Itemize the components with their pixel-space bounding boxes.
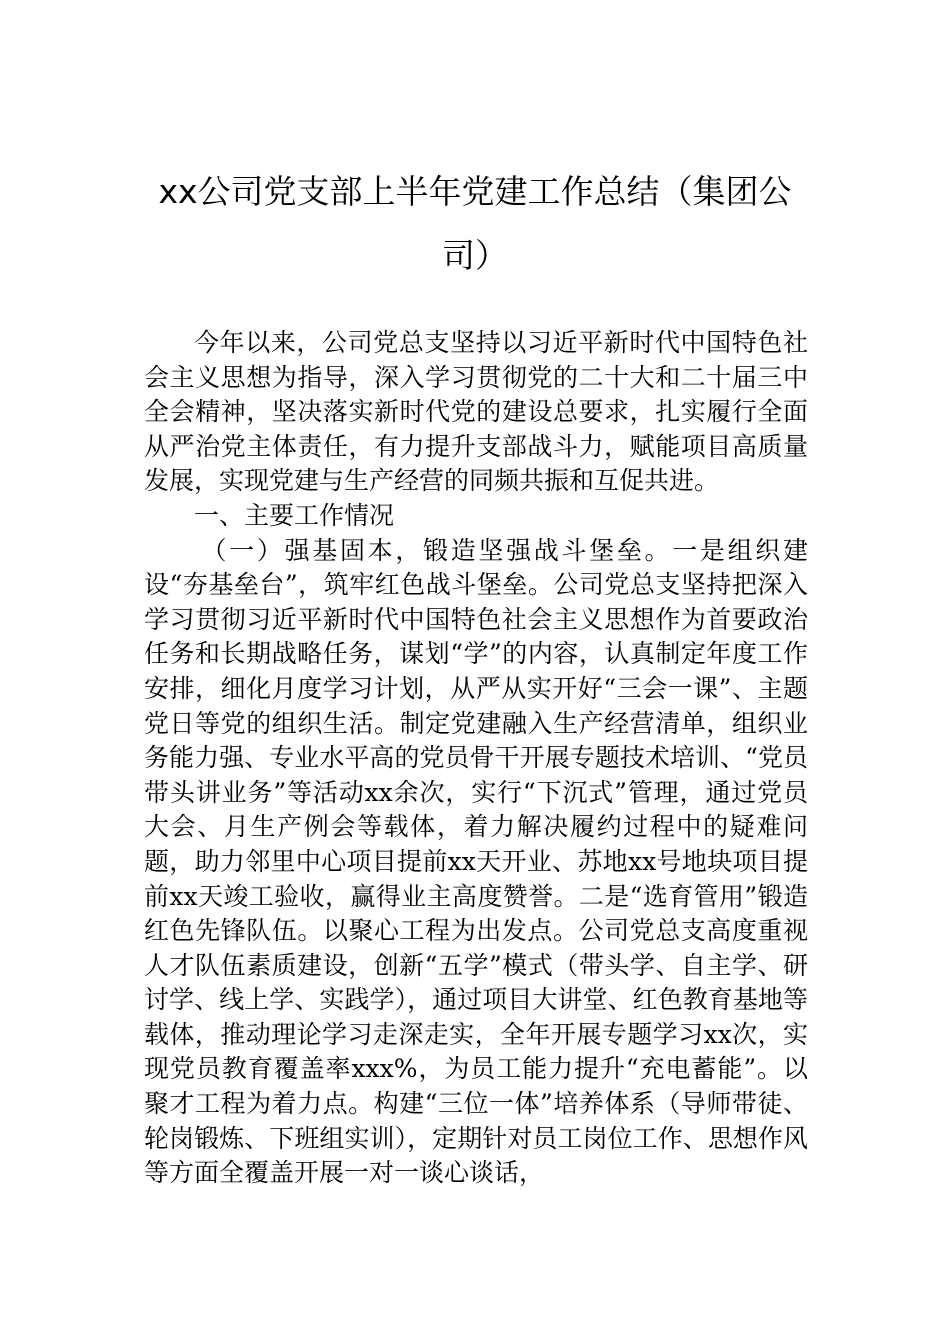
section-heading: 一、主要工作情况 (194, 500, 395, 530)
document-title: xx公司党支部上半年党建工作总结（集团公司） (158, 172, 792, 275)
document-body (144, 326, 808, 1191)
section-paragraph: （一）强基固本，锻造坚强战斗堡垒。一是组织建设“夯基垒台”，筑牢红色战斗堡垒。公司党总支坚持把深入学习贯彻习近平新时代中国特色社会主义思想作为首要政治任务和长期战略任务，谋划“学”的内容，认真制定年度工作安排，细化月度学习计划，从严从实开好“三会一课”、主题党日等党的组织生活。制定党建融入生产经营清单，组织业务能力强、专业水平高的党员骨干开展专题技术培训、“党员带头讲业务”等活动xx余次，实行“下沉式”管理，通过党员大会、月生产例会等载体，着力解决履约过程中的疑难问题，助力邻里中心项目提前xx天开业、苏地xx号地块项目提前xx天竣工验收，赢得业主高度赞誉。二是“选育管用”锻造红色先锋队伍。以聚心工程为出发点。公司党总支高度重视人才队伍素质建设，创新“五学”模式（带头学、自主学、研讨学、线上学、实践学），通过项目大讲堂、红色教育基地等载体，推动理论学习走深走实，全年开展专题学习xx次，实现党员教育覆盖率xxx%，为员工能力提升“充电蓄能”。以聚才工程为着力点。构建“三位一体”培养体系（导师带徒、轮岗锻炼、下班组实训），定期针对员工岗位工作、思想作风等方面全覆盖开展一对一谈心谈话， (144, 535, 808, 1188)
intro-paragraph: 今年以来，公司党总支坚持以习近平新时代中国特色社会主义思想为指导，深入学习贯彻党的二十大和二十届三中全会精神，坚决落实新时代党的建设总要求，扎实履行全面从严治党主体责任，有力提升支部战斗力，赋能项目高质量发展，实现党建与生产经营的同频共振和互促共进。 (144, 328, 808, 496)
